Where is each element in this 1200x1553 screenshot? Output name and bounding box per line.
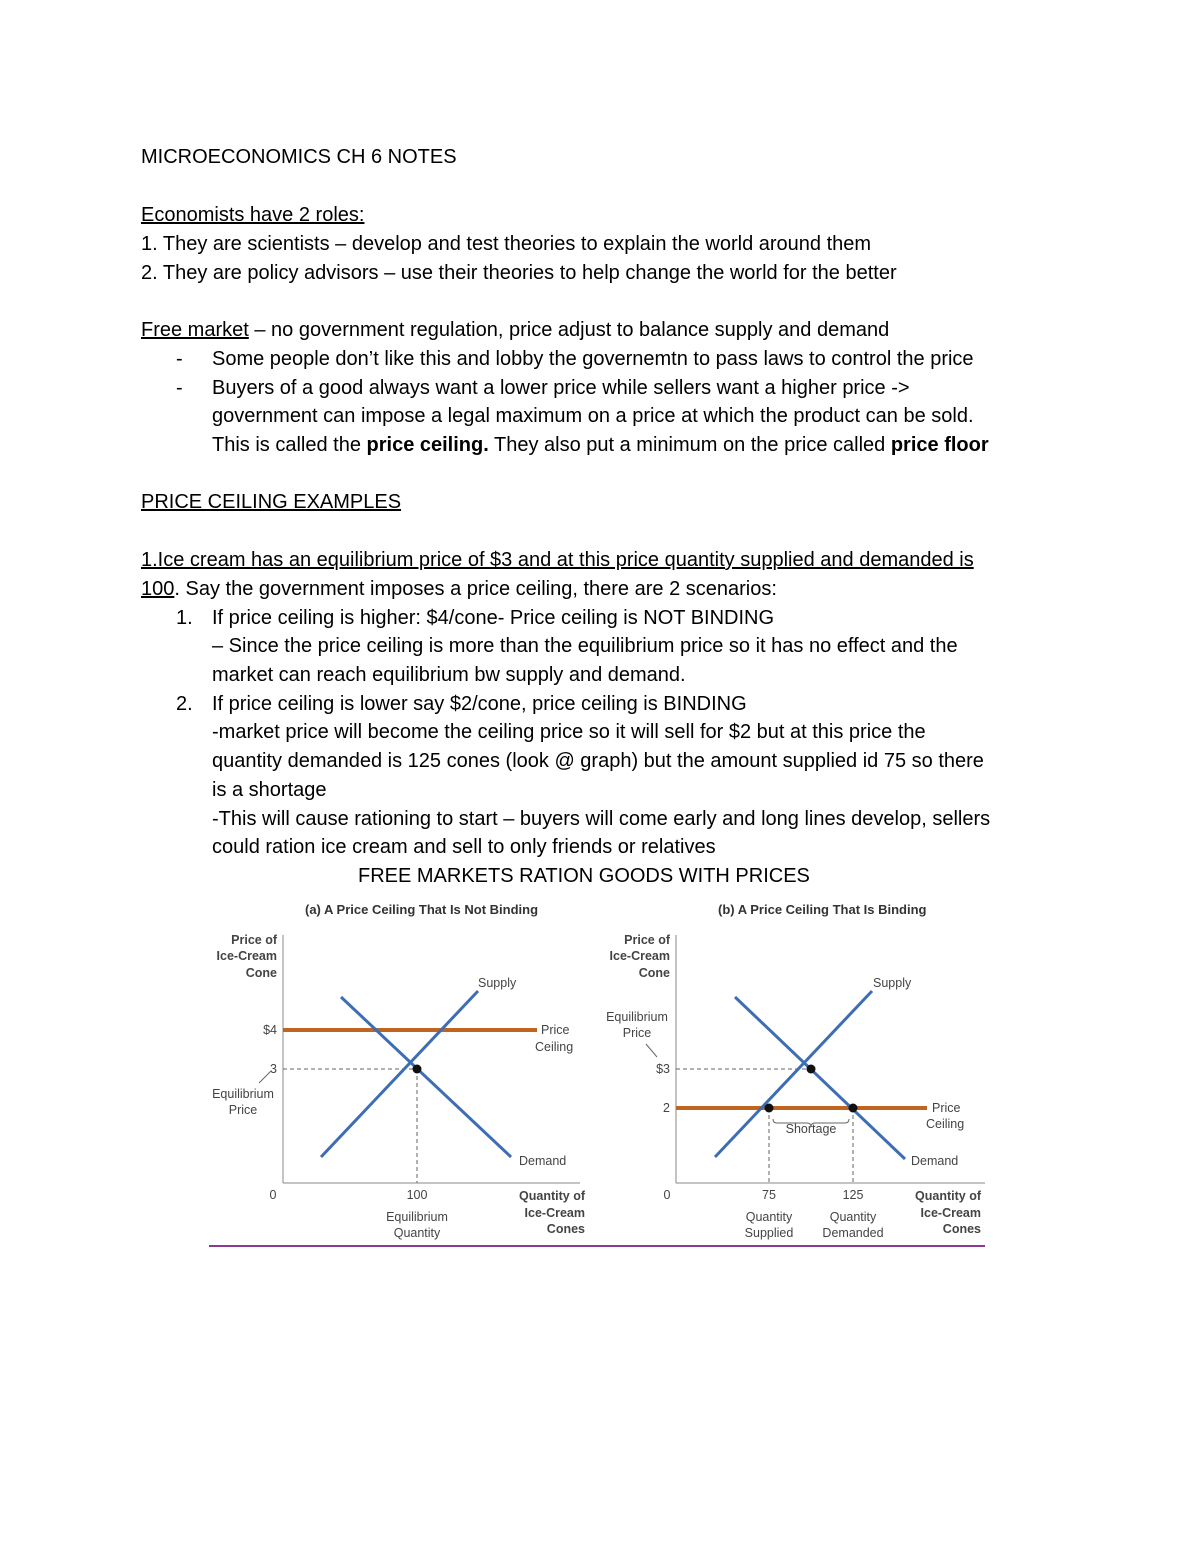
item-1-line-2: – Since the price ceiling is more than the equilibrium price so it has no effect and the bbox=[212, 635, 958, 657]
chart-b-demand-label: Demand bbox=[911, 1154, 959, 1168]
chart-a-ylabel-1: Price of bbox=[231, 933, 277, 947]
panel-a bbox=[212, 902, 586, 1240]
free-market-term: Free market bbox=[141, 319, 249, 341]
chart-a-eq-note-pointer bbox=[259, 1071, 271, 1083]
figure-heading: FREE MARKETS RATION GOODS WITH PRICES bbox=[358, 865, 810, 887]
chart-a-ylabel-3: Cone bbox=[245, 966, 277, 980]
item-1-line-1: If price ceiling is higher: $4/cone- Price ceiling is NOT BINDING bbox=[212, 607, 775, 629]
chart-a-xlabel-3: Cones bbox=[546, 1222, 585, 1236]
price-ceiling-term: price ceiling. bbox=[366, 434, 489, 456]
examples-heading: PRICE CEILING EXAMPLES bbox=[141, 491, 402, 513]
chart-b-qs-note-2: Supplied bbox=[744, 1226, 794, 1240]
chart-b-qd-note-1: Quantity bbox=[829, 1210, 877, 1224]
bullet-dash: - bbox=[176, 348, 183, 370]
panel-b bbox=[606, 902, 985, 1240]
chart-a-xlabel-1: Quantity of bbox=[519, 1189, 585, 1203]
bullet-2-text-c: They also put a minimum on the price called bbox=[488, 434, 891, 456]
chart-b-ceiling-label-2: Ceiling bbox=[926, 1117, 965, 1131]
chart-b-ceiling-label-1: Price bbox=[932, 1101, 961, 1115]
item-2-line-4: is a shortage bbox=[212, 779, 327, 801]
chart-a-qty-note-2: Quantity bbox=[393, 1226, 441, 1240]
chart-a-title: (a) A Price Ceiling That Is Not Binding bbox=[305, 902, 539, 917]
chart-b-qd-note-2: Demanded bbox=[822, 1226, 884, 1240]
chart-b-eq-note-pointer bbox=[646, 1044, 657, 1057]
chart-b-ylabel-3: Cone bbox=[638, 966, 670, 980]
chart-b-qd-point bbox=[849, 1104, 858, 1113]
role-2: 2. They are policy advisors – use their theories to help change the world for the better bbox=[141, 262, 897, 284]
item-2-line-5: -This will cause rationing to start – buyers will come early and long lines develop, sellers bbox=[212, 808, 991, 830]
item-2-number: 2. bbox=[176, 693, 193, 715]
chart-a-origin: 0 bbox=[269, 1188, 277, 1202]
chart-b-price-tick-3: $3 bbox=[656, 1062, 670, 1076]
chart-b-origin: 0 bbox=[663, 1188, 671, 1202]
chart-b-title: (b) A Price Ceiling That Is Binding bbox=[718, 902, 927, 917]
free-market-definition: – no government regulation, price adjust to balance supply and demand bbox=[248, 319, 890, 341]
chart-a-demand-label: Demand bbox=[519, 1154, 567, 1168]
example-1-text: . Say the government imposes a price ceiling, there are 2 scenarios: bbox=[174, 578, 777, 600]
chart-b-eq-note-1: Equilibrium bbox=[606, 1010, 668, 1024]
chart-b-price-tick-2: 2 bbox=[663, 1101, 670, 1115]
bullet-dash: - bbox=[176, 377, 183, 399]
chart-b-xlabel-1: Quantity of bbox=[915, 1189, 981, 1203]
chart-a-price-tick-4: $4 bbox=[263, 1023, 277, 1037]
example-quantity: 100 bbox=[141, 578, 175, 600]
example-1-line-2 bbox=[141, 575, 777, 604]
chart-a-price-tick-3: 3 bbox=[270, 1062, 277, 1076]
chart-a-supply-label: Supply bbox=[478, 976, 517, 990]
chart-a-qty-note-1: Equilibrium bbox=[386, 1210, 448, 1224]
chart-b-supply-label: Supply bbox=[873, 976, 912, 990]
example-1-line-1: 1.Ice cream has an equilibrium price of $3 and at this price quantity supplied and demanded is bbox=[141, 549, 974, 571]
chart-a-demand-line bbox=[341, 997, 511, 1157]
price-floor-term: price floor bbox=[890, 434, 989, 456]
page-title: MICROECONOMICS CH 6 NOTES bbox=[141, 146, 457, 168]
chart-b-shortage-label: Shortage bbox=[785, 1122, 837, 1136]
chart-b-xlabel-3: Cones bbox=[942, 1222, 981, 1236]
bullet-2-text-a: This is called the bbox=[212, 434, 367, 456]
price-ceiling-svg bbox=[195, 893, 990, 1253]
chart-a-eq-note-1: Equilibrium bbox=[212, 1087, 274, 1101]
bullet-2-line-3 bbox=[212, 431, 989, 460]
chart-a-qty-tick-100: 100 bbox=[406, 1188, 428, 1202]
chart-a-ceiling-label-2: Ceiling bbox=[535, 1040, 574, 1054]
chart-a-equilibrium-point bbox=[413, 1065, 422, 1074]
chart-a-ceiling-label-1: Price bbox=[541, 1023, 570, 1037]
chart-b-qty-tick-125: 125 bbox=[842, 1188, 864, 1202]
chart-b-qs-note-1: Quantity bbox=[745, 1210, 793, 1224]
chart-b-ylabel-2: Ice-Cream bbox=[609, 949, 670, 963]
price-ceiling-figure bbox=[195, 893, 990, 1253]
item-2-line-3: quantity demanded is 125 cones (look @ graph) but the amount supplied id 75 so there bbox=[212, 750, 984, 772]
chart-b-ylabel-1: Price of bbox=[624, 933, 670, 947]
item-2-line-6: could ration ice cream and sell to only friends or relatives bbox=[212, 836, 716, 858]
role-1: 1. They are scientists – develop and test theories to explain the world around them bbox=[141, 233, 872, 255]
chart-a-ylabel-2: Ice-Cream bbox=[216, 949, 277, 963]
bullet-2-line-2: government can impose a legal maximum on a price at which the product can be sold. bbox=[212, 405, 974, 427]
chart-b-eq-note-2: Price bbox=[622, 1026, 652, 1040]
chart-a-xlabel-2: Ice-Cream bbox=[524, 1206, 585, 1220]
roles-heading: Economists have 2 roles: bbox=[141, 204, 365, 226]
chart-a-eq-note-2: Price bbox=[228, 1103, 258, 1117]
chart-b-equilibrium-point bbox=[807, 1065, 816, 1074]
bullet-1: Some people don’t like this and lobby the governemtn to pass laws to control the price bbox=[212, 348, 974, 370]
item-2-line-2: -market price will become the ceiling price so it will sell for $2 but at this price the bbox=[212, 721, 926, 743]
bullet-2-line-1: Buyers of a good always want a lower price while sellers want a higher price -> bbox=[212, 377, 910, 399]
chart-a-supply-line bbox=[321, 991, 478, 1157]
chart-b-qs-point bbox=[765, 1104, 774, 1113]
free-market-paragraph bbox=[141, 316, 889, 345]
item-1-line-3: market can reach equilibrium bw supply and demand. bbox=[212, 664, 686, 686]
item-2-line-1: If price ceiling is lower say $2/cone, price ceiling is BINDING bbox=[212, 693, 747, 715]
chart-b-xlabel-2: Ice-Cream bbox=[920, 1206, 981, 1220]
item-1-number: 1. bbox=[176, 607, 193, 629]
chart-b-qty-tick-75: 75 bbox=[762, 1188, 776, 1202]
